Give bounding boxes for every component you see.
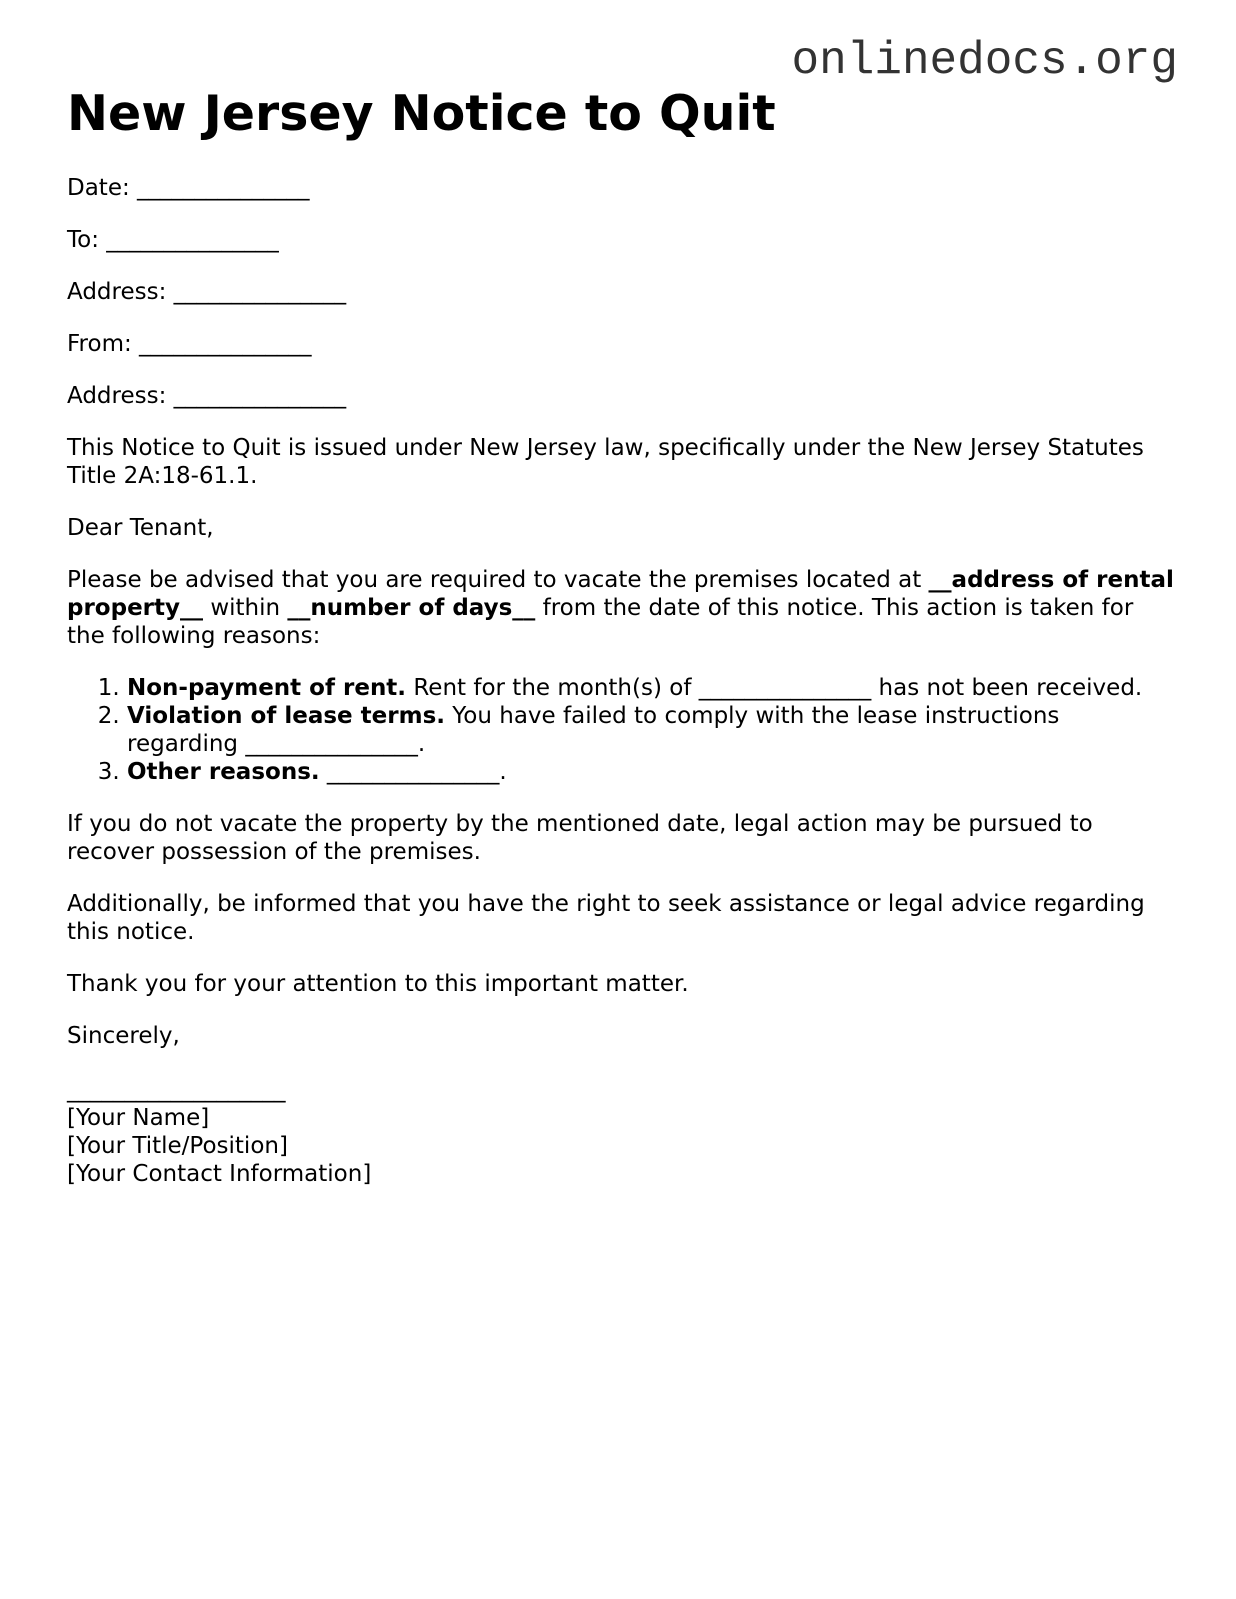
- signature-line: ___________________: [67, 1077, 286, 1103]
- reason-heading: Other reasons.: [127, 759, 320, 785]
- signer-name: [Your Name]: [67, 1105, 210, 1131]
- reason-heading: Non-payment of rent.: [127, 675, 407, 701]
- rights-paragraph: Additionally, be informed that you have the right to seek assistance or legal advice regarding this notice.: [67, 891, 1145, 945]
- from-field: From: _______________: [67, 331, 312, 357]
- consequence-paragraph: If you do not vacate the property by the mentioned date, legal action may be pursued to recover possession of the premises.: [67, 811, 1093, 865]
- thanks-paragraph: Thank you for your attention to this important matter.: [67, 971, 689, 997]
- date-field: Date: _______________: [67, 175, 310, 201]
- advisory-text-2: within: [203, 595, 288, 621]
- advisory-text-3: from the date of this notice. This action is taken for the following reasons:: [67, 595, 1134, 649]
- from-address-field: Address: _______________: [67, 383, 347, 409]
- reason-item: [127, 674, 1177, 702]
- reasons-list: [67, 674, 1177, 786]
- header-fields: [67, 174, 1177, 410]
- document-page: [67, 86, 1177, 1188]
- reason-text: Rent for the month(s) of _______________ has not been received.: [406, 675, 1143, 701]
- reason-text: _______________.: [319, 759, 507, 785]
- signer-contact: [Your Contact Information]: [67, 1161, 372, 1187]
- reason-item: [127, 702, 1177, 758]
- signer-title: [Your Title/Position]: [67, 1133, 288, 1159]
- advisory-paragraph: [67, 566, 1177, 650]
- rental-address-placeholder: __address of rental property__: [67, 567, 1174, 621]
- closing: Sincerely,: [67, 1023, 180, 1049]
- watermark: onlinedocs.org: [791, 35, 1178, 87]
- reason-item: [127, 758, 1177, 786]
- reason-heading: Violation of lease terms.: [127, 703, 445, 729]
- document-title: New Jersey Notice to Quit: [67, 85, 776, 142]
- days-placeholder: __number of days__: [287, 595, 536, 621]
- to-field: To: _______________: [67, 227, 279, 253]
- reason-text: You have failed to comply with the lease instructions regarding _______________.: [127, 703, 1060, 757]
- advisory-text-1: Please be advised that you are required to vacate the premises located at: [67, 567, 929, 593]
- signature-block: [67, 1076, 1177, 1188]
- to-address-field: Address: _______________: [67, 279, 347, 305]
- statute-paragraph: This Notice to Quit is issued under New Jersey law, specifically under the New Jersey Statutes Title 2A:18-61.1.: [67, 435, 1144, 489]
- greeting: Dear Tenant,: [67, 515, 214, 541]
